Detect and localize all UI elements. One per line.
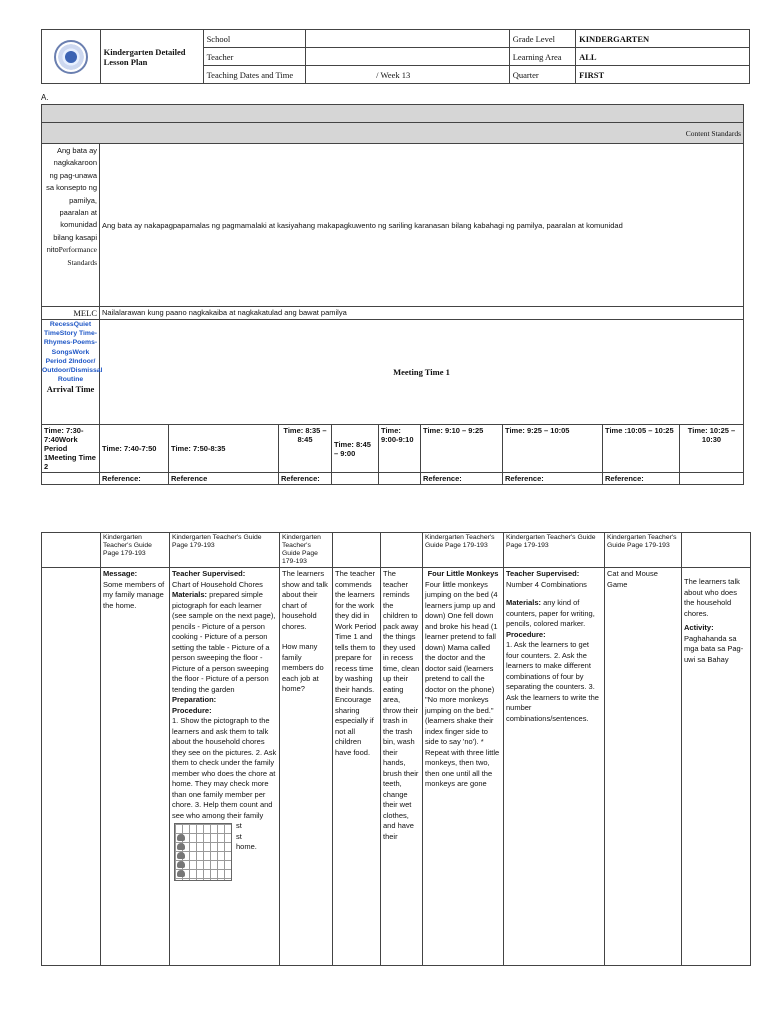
trailing-text: home.	[236, 842, 257, 851]
reference-cell: Reference:	[421, 473, 503, 485]
reference-cell	[379, 473, 421, 485]
standard-cell	[42, 144, 100, 307]
area-label: Learning Area	[509, 48, 575, 66]
time-cell: Time: 10:25 – 10:30	[680, 425, 744, 473]
teacher-label: Teacher	[203, 48, 306, 66]
grade-value: KINDERGARTEN	[576, 30, 750, 48]
game-cell: Cat and Mouse Game	[605, 568, 682, 966]
guide-cell: Kindergarten Teacher's Guide Page 179-193	[280, 533, 333, 568]
time-cell: Time: 7:30-7:40Work Period 1Meeting Time 2	[42, 425, 100, 473]
time-cell: Time: 8:45 – 9:00	[332, 425, 379, 473]
procedure-label: Procedure:	[506, 629, 546, 639]
trailing-text: st	[236, 821, 242, 830]
activity-title: Chart of Household Chores	[172, 579, 263, 589]
person-figure	[177, 870, 185, 877]
reference-cell: Reference	[169, 473, 279, 485]
performance-standards-label: Performance Standards	[58, 245, 97, 267]
plan-title: Kindergarten Detailed Lesson Plan	[100, 30, 203, 84]
gray-band	[42, 105, 744, 123]
school-value	[306, 30, 510, 48]
teacher-value	[306, 48, 510, 66]
guide-cell	[333, 533, 381, 568]
person-figure	[177, 843, 185, 850]
schedule-table	[41, 104, 744, 485]
guide-cell	[682, 533, 751, 568]
recess-cell: The teacher commends the learners for the work they did in Work Period Time 1 and tells them to prepare for recess time by washing their hands. Encourage sharing especially if not all children have food.	[333, 568, 381, 966]
melc-text: Nailalarawan kung paano nagkakaiba at nagkakatulad ang bawat pamilya	[100, 307, 744, 320]
materials-text: any kind of counters, paper for writing, pencils, colored marker.	[506, 598, 595, 628]
routine-cell	[42, 320, 103, 425]
guide-cell	[42, 533, 101, 568]
teacher-supervised-heading: Teacher Supervised:	[172, 569, 246, 578]
chart-talk-cell	[280, 568, 333, 966]
content-standard-text: Ang bata ay nagkakaroon ng pag-unawa sa konsepto ng pamilya, paaralan at komunidad bilang kasapi nito	[46, 146, 97, 255]
dismissal-cell	[682, 568, 751, 966]
dates-value: / Week 13	[306, 66, 510, 84]
reference-cell	[42, 473, 100, 485]
materials-label: Materials:	[172, 590, 208, 599]
content-standards-heading: Content Standards	[42, 123, 744, 144]
dismissal-text: The learners talk about who does the household chores.	[684, 577, 740, 618]
materials-label: Materials:	[506, 598, 542, 607]
household-chores-cell	[170, 568, 280, 966]
combinations-cell	[504, 568, 605, 966]
procedure-text: 1. Show the pictograph to the learners and ask them to talk about the household chores they see on the pictures. 2. Ask them to check under the family member who does the chore at home. They may check more than one family member per chore. 3. Help them count and see who among their family	[172, 716, 277, 820]
time-cell: Time: 8:35 – 8:45	[279, 425, 332, 473]
deped-seal-logo	[54, 40, 88, 74]
reference-cell	[332, 473, 379, 485]
grade-label: Grade Level	[509, 30, 575, 48]
activities-table	[41, 532, 751, 966]
materials-text: prepared simple pictograph for each learner (see sample on the next page), pencils - Picture of a person cooking - Picture of a person setting the table - Picture of a person sweeping the floor - Picture of a person sweeping the floor - Picture of a person tending the garden	[172, 590, 276, 694]
dates-label: Teaching Dates and Time	[203, 66, 306, 84]
activity-text: Paghahanda sa mga bata sa Pag-uwi sa Bahay	[684, 633, 744, 664]
time-cell: Time :10:05 – 10:25	[603, 425, 680, 473]
guide-cell: Kindergarten Teacher's Guide Page 179-193	[504, 533, 605, 568]
melc-label: MELC	[42, 307, 100, 320]
guide-cell: Kindergarten Teacher's Guide Page 179-193	[101, 533, 170, 568]
story-text: Four little monkeys jumping on the bed (4 learners jump up and down) One fell down and broke his head (1 learner pretend to fall down) Mama called the doctor and the doctor said (learners pretend to call the doctor on the phone) "No more monkeys jumping on the bed." (learners shake their index finger side to side to say 'no'). * Repeat with three little monkeys, then two, then one until all the monkeys are gone	[425, 579, 500, 788]
time-cell: Time: 7:50-8:35	[169, 425, 279, 473]
reference-cell: Reference:	[279, 473, 332, 485]
section-a-label: A.	[41, 93, 49, 102]
activity-title: Number 4 Combinations	[506, 579, 587, 589]
reference-cell	[680, 473, 744, 485]
procedure-label: Procedure:	[172, 705, 212, 715]
time-cell: Time: 7:40-7:50	[100, 425, 169, 473]
performance-text: Ang bata ay nakapagpapamalas ng pagmamalaki at kasiyahang makapagkuwento ng sariling karanasan bilang kabahagi ng pamilya, paaralan at komunidad	[100, 144, 744, 307]
guide-cell: Kindergarten Teacher's Guide Page 179-193	[605, 533, 682, 568]
reference-cell: Reference:	[603, 473, 680, 485]
lesson-plan-header	[41, 29, 750, 84]
teacher-supervised-heading: Teacher Supervised:	[506, 569, 580, 578]
story-title: Four Little Monkeys	[427, 569, 499, 578]
guide-cell: Kindergarten Teacher's Guide Page 179-193	[170, 533, 280, 568]
activity-label: Activity:	[684, 623, 714, 632]
person-figure	[177, 861, 185, 868]
time-cell: Time: 9:25 – 10:05	[503, 425, 603, 473]
deped-seal-cell	[42, 30, 101, 84]
time-cell: Time: 9:10 – 9:25	[421, 425, 503, 473]
pictograph-image	[174, 823, 232, 881]
routine-label: RecessQuiet TimeStory Time-Rhymes-Poems-SongsWork Period 2Indoor/ Outdoor/Dismissal Routine	[42, 321, 103, 384]
chart-question: How many family members do each job at home?	[282, 642, 324, 693]
preparation-label: Preparation:	[172, 695, 217, 704]
trailing-text: st	[236, 831, 242, 841]
guide-cell: Kindergarten Teacher's Guide Page 179-193	[423, 533, 504, 568]
story-cell	[423, 568, 504, 966]
message-text: Some members of my family manage the home.	[103, 579, 165, 610]
meeting-time-label: Meeting Time 1	[100, 320, 744, 425]
reference-cell: Reference:	[503, 473, 603, 485]
empty-cell	[42, 568, 101, 966]
arrival-time-label: Arrival Time	[46, 384, 95, 395]
person-figure	[177, 834, 185, 841]
message-cell	[101, 568, 170, 966]
reference-cell: Reference:	[100, 473, 169, 485]
guide-cell	[381, 533, 423, 568]
message-heading: Message:	[103, 569, 138, 578]
school-label: School	[203, 30, 306, 48]
person-figure	[177, 852, 185, 859]
area-value: ALL	[576, 48, 750, 66]
chart-talk-text: The learners show and talk about their chart of household chores.	[282, 569, 328, 631]
time-cell: Time: 9:00-9:10	[379, 425, 421, 473]
procedure-text: 1. Ask the learners to get four counters. 2. Ask the learners to make different combinations of four by separating the counters. 3. Ask the learners to write the number combinations/sentences.	[506, 640, 599, 723]
cleanup-cell: The teacher reminds the children to pack away the things they used in recess time, clean up their eating area, throw their trash in the trash bin, wash their hands, brush their teeth, change their wet clothes, and have their	[381, 568, 423, 966]
quarter-value: FIRST	[576, 66, 750, 84]
quarter-label: Quarter	[509, 66, 575, 84]
